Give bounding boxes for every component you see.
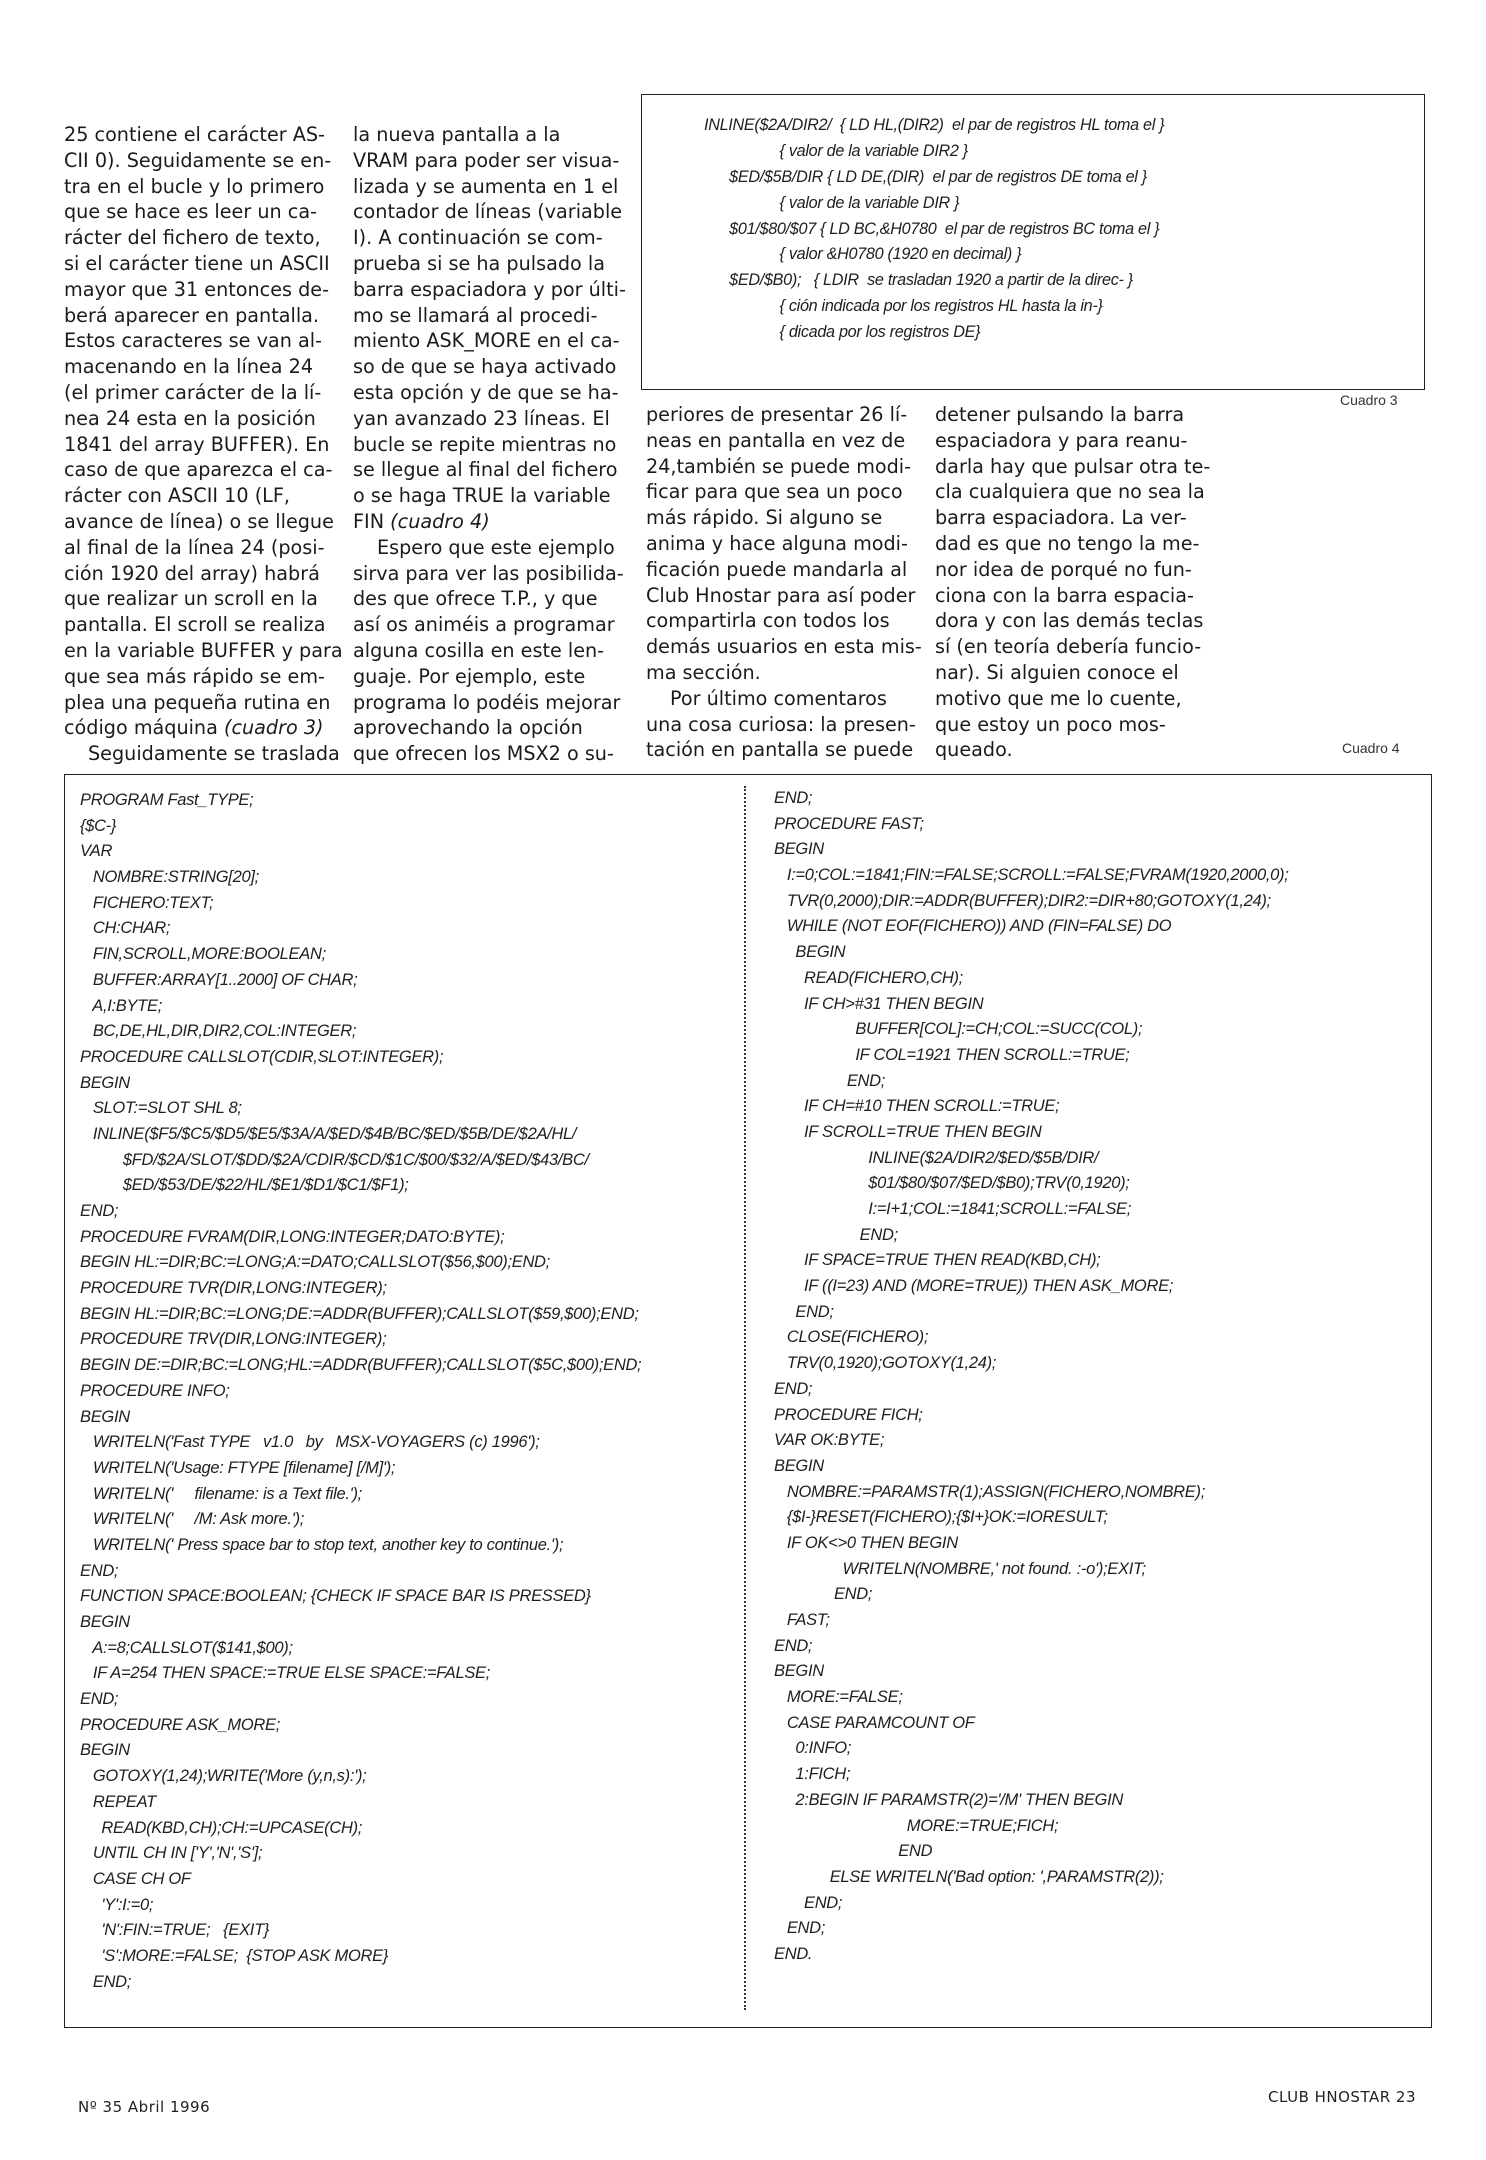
code-line: TVR(0,2000);DIR:=ADDR(BUFFER);DIR2:=DIR+80;GOTOXY(1,24); [774, 891, 1271, 910]
code-line: 0:INFO; [774, 1739, 852, 1758]
code-line: END; [80, 1690, 119, 1709]
code-line: END; [774, 1585, 873, 1604]
article-line: pantalla. El scroll se realiza [64, 613, 326, 637]
article-line: 25 contiene el carácter AS- [64, 123, 325, 146]
article-line: código máquina (cuadro 3) [64, 716, 324, 740]
code-line: A:=8;CALLSLOT($141,$00); [80, 1638, 293, 1657]
article-line: plea una pequeña rutina en [64, 690, 331, 714]
code-line: BEGIN [774, 943, 846, 962]
article-column-1 [64, 122, 343, 767]
article-line: o se haga TRUE la variable [353, 484, 611, 508]
code-line: END; [774, 789, 813, 807]
article-line: espaciadora y para reanu- [935, 428, 1188, 452]
code-line: END; [774, 1379, 813, 1398]
code-line: BEGIN [80, 1407, 130, 1426]
article-line: VRAM para poder ser visua- [353, 148, 620, 172]
article-line: que realizar un scroll en la [64, 587, 318, 611]
article-line: prueba si se ha pulsado la [353, 251, 605, 275]
article-line: macenando en la línea 24 [64, 355, 314, 379]
code-line: $ED/$5B/DIR { LD DE,(DIR) el par de registros DE toma el } [704, 167, 1147, 186]
article-line: ficar para que sea un poco [646, 480, 903, 504]
article-line: 24,también se puede modi- [646, 454, 912, 478]
article-line: alguna cosilla en este len- [353, 638, 605, 662]
code-line: CLOSE(FICHERO); [774, 1328, 929, 1347]
cuadro-reference: (cuadro 4) [390, 509, 490, 533]
code-line: SLOT:=SLOT SHL 8; [80, 1099, 242, 1118]
code-line: BEGIN [774, 1662, 824, 1681]
code-line: WRITELN(NOMBRE,' not found. :-o');EXIT; [774, 1559, 1146, 1578]
code-line: BEGIN [774, 840, 824, 859]
code-line: IF OK<>0 THEN BEGIN [774, 1533, 958, 1552]
code-line: BEGIN HL:=DIR;BC:=LONG;DE:=ADDR(BUFFER);CALLSLOT($59,$00);END; [80, 1304, 639, 1323]
cuadro-reference: (cuadro 3) [223, 716, 324, 740]
article-line: ma sección. [646, 660, 761, 684]
code-line: IF ((I=23) AND (MORE=TRUE)) THEN ASK_MORE; [774, 1277, 1174, 1296]
article-column-3 [646, 402, 922, 763]
article-line: caso de que aparezca el ca- [64, 458, 333, 482]
code-line: BEGIN [80, 1741, 130, 1760]
code-line: 1:FICH; [774, 1765, 851, 1784]
code-line: { valor de la variable DIR } [704, 193, 960, 212]
article-line: ficación puede mandarla al [646, 557, 908, 581]
article-line: en la variable BUFFER y para [64, 638, 343, 662]
article-line: que estoy un poco mos- [935, 712, 1166, 736]
article-line: esta opción y de que se ha- [353, 380, 619, 404]
code-column-divider [744, 786, 746, 2010]
code-line: WRITELN('Usage: FTYPE [filename] [/M]'); [80, 1458, 396, 1477]
cuadro-3-label: Cuadro 3 [1340, 392, 1398, 408]
code-line: FICHERO:TEXT; [80, 893, 214, 912]
code-line: { dicada por los registros DE} [704, 323, 981, 342]
code-line: FAST; [774, 1611, 830, 1629]
code-line: $FD/$2A/SLOT/$DD/$2A/CDIR/$CD/$1C/$00/$32/A/$ED/$43/BC/ [80, 1150, 589, 1169]
code-line: IF A=254 THEN SPACE:=TRUE ELSE SPACE:=FALSE; [80, 1664, 491, 1683]
code-line: WRITELN('Fast TYPE v1.0 by MSX-VOYAGERS (c) 1996'); [80, 1433, 540, 1452]
code-line: BUFFER[COL]:=CH;COL:=SUCC(COL); [774, 1020, 1143, 1039]
article-line: neas en pantalla en vez de [646, 428, 906, 452]
code-line: $ED/$53/DE/$22/HL/$E1/$D1/$C1/$F1); [80, 1176, 409, 1195]
article-line: 1841 del array BUFFER). En [64, 432, 330, 456]
code-line: END; [774, 1071, 886, 1090]
article-line: tra en el bucle y lo primero [64, 174, 325, 198]
article-line: bucle se repite mientras no [353, 432, 617, 456]
article-line: así os animéis a programar [353, 613, 615, 637]
article-line: barra espaciadora. La ver- [935, 506, 1187, 530]
article-line: nea 24 esta en la posición [64, 406, 316, 430]
code-line: { valor &H0780 (1920 en decimal) } [704, 245, 1022, 264]
cuadro-3-code [704, 113, 1404, 346]
code-line: END; [774, 1636, 813, 1655]
code-line: CASE CH OF [80, 1869, 191, 1888]
article-line: mayor que 31 entonces de- [64, 277, 330, 301]
code-line: WRITELN(' Press space bar to stop text, another key to continue.'); [80, 1535, 564, 1554]
code-line: I:=0;COL:=1841;FIN:=FALSE;SCROLL:=FALSE;FVRAM(1920,2000,0); [774, 866, 1289, 885]
code-line: FIN,SCROLL,MORE:BOOLEAN; [80, 945, 326, 964]
article-line: periores de presentar 26 lí- [646, 403, 908, 426]
code-line: $01/$80/$07 { LD BC,&H0780 el par de registros BC toma el } [704, 219, 1160, 238]
code-line: {$C-} [80, 816, 117, 835]
code-line: UNTIL CH IN ['Y','N','S']; [80, 1844, 263, 1863]
code-line: TRV(0,1920);GOTOXY(1,24); [774, 1354, 997, 1373]
code-line: IF SPACE=TRUE THEN READ(KBD,CH); [774, 1251, 1101, 1270]
code-line: GOTOXY(1,24);WRITE('More (y,n,s):'); [80, 1767, 367, 1786]
article-line: que sea más rápido se em- [64, 664, 325, 688]
code-line: READ(KBD,CH);CH:=UPCASE(CH); [80, 1818, 363, 1837]
code-line: { ción indicada por los registros HL hasta la in-} [704, 297, 1103, 316]
code-line: PROCEDURE FAST; [774, 814, 924, 833]
code-line: FUNCTION SPACE:BOOLEAN; {CHECK IF SPACE BAR IS PRESSED} [80, 1587, 591, 1606]
article-line: tación en pantalla se puede [646, 738, 914, 762]
code-line: BEGIN [80, 1613, 130, 1631]
code-line: END. [774, 1944, 813, 1963]
article-line: ción 1920 del array) habrá [64, 561, 320, 585]
article-line: yan avanzado 23 líneas. El [353, 406, 610, 430]
article-line: más rápido. Si alguno se [646, 506, 883, 530]
code-line: END [774, 1842, 933, 1861]
article-line: nor idea de porqué no fun- [935, 557, 1192, 581]
article-line: CII 0). Seguidamente se en- [64, 148, 332, 172]
article-line: I). A continuación se com- [353, 226, 603, 250]
article-line: avance de línea) o se llegue [64, 509, 334, 533]
code-line: INLINE($2A/DIR2/$ED/$5B/DIR/ [774, 1148, 1099, 1167]
code-line: PROCEDURE INFO; [80, 1381, 230, 1400]
code-line: { valor de la variable DIR2 } [704, 141, 968, 160]
cuadro-4-label: Cuadro 4 [1342, 740, 1400, 756]
code-line: ELSE WRITELN('Bad option: ',PARAMSTR(2)); [774, 1867, 1164, 1886]
code-line: END; [774, 1919, 826, 1938]
code-line: PROCEDURE TVR(DIR,LONG:INTEGER); [80, 1279, 387, 1298]
article-line: detener pulsando la barra [935, 403, 1185, 426]
code-line: MORE:=FALSE; [774, 1688, 903, 1707]
code-line: MORE:=TRUE;FICH; [774, 1816, 1059, 1835]
code-line: WRITELN(' filename: is a Text file.'); [80, 1484, 362, 1503]
code-line: 'N':FIN:=TRUE; {EXIT} [80, 1921, 270, 1940]
code-line: PROCEDURE CALLSLOT(CDIR,SLOT:INTEGER); [80, 1047, 444, 1066]
article-line: rácter del fichero de texto, [64, 226, 321, 250]
code-line: IF CH=#10 THEN SCROLL:=TRUE; [774, 1097, 1060, 1116]
article-line: motivo que me lo cuente, [935, 686, 1182, 710]
code-line: WRITELN(' /M: Ask more.'); [80, 1510, 305, 1529]
article-line: dad es que no tengo la me- [935, 531, 1200, 555]
code-line: CASE PARAMCOUNT OF [774, 1713, 975, 1732]
code-line: IF COL=1921 THEN SCROLL:=TRUE; [774, 1045, 1130, 1064]
article-line: cla cualquiera que no sea la [935, 480, 1205, 504]
cuadro-4-code-left [80, 788, 740, 1995]
article-line: FIN (cuadro 4) [353, 509, 490, 533]
code-line: 'Y':I:=0; [80, 1895, 154, 1914]
code-line: INLINE($F5/$C5/$D5/$E5/$3A/A/$ED/$4B/BC/$ED/$5B/DE/$2A/HL/ [80, 1124, 577, 1143]
code-line: REPEAT [80, 1792, 156, 1811]
code-line: END; [774, 1225, 898, 1244]
code-line: BEGIN [774, 1456, 824, 1475]
code-line: VAR OK:BYTE; [774, 1431, 885, 1450]
code-line: END; [80, 1561, 119, 1580]
code-line: END; [774, 1893, 843, 1912]
article-column-4 [935, 402, 1211, 763]
article-line: sí (en teoría debería funcio- [935, 635, 1202, 659]
article-line: anima y hace alguna modi- [646, 531, 908, 555]
article-line: Por último comentaros [670, 686, 887, 710]
article-line: mo se llamará al procedi- [353, 303, 598, 327]
code-line: PROGRAM Fast_TYPE; [80, 791, 254, 809]
code-line: BEGIN DE:=DIR;BC:=LONG;HL:=ADDR(BUFFER);CALLSLOT($5C,$00);END; [80, 1356, 642, 1375]
code-line: IF SCROLL=TRUE THEN BEGIN [774, 1122, 1042, 1141]
code-line: INLINE($2A/DIR2/ { LD HL,(DIR2) el par de registros HL toma el } [704, 116, 1165, 134]
article-line: miento ASK_MORE en el ca- [353, 329, 620, 353]
article-line: se llegue al final del fichero [353, 458, 618, 482]
article-line: programa lo podéis mejorar [353, 690, 621, 714]
article-line: berá aparecer en pantalla. [64, 303, 320, 327]
code-line: BEGIN [80, 1073, 130, 1092]
code-line: PROCEDURE TRV(DIR,LONG:INTEGER); [80, 1330, 387, 1349]
code-line: BC,DE,HL,DIR,DIR2,COL:INTEGER; [80, 1022, 357, 1041]
article-line: rácter con ASCII 10 (LF, [64, 484, 291, 508]
article-line: una cosa curiosa: la presen- [646, 712, 916, 736]
code-line: END; [774, 1302, 834, 1321]
article-line: nar). Si alguien conoce el [935, 660, 1179, 684]
code-line: A,I:BYTE; [80, 996, 162, 1015]
article-line: compartirla con todos los [646, 609, 890, 633]
article-line: Seguidamente se traslada [88, 742, 340, 766]
code-line: $ED/$B0); { LDIR se trasladan 1920 a partir de la direc- } [704, 271, 1133, 290]
code-line: END; [80, 1202, 119, 1220]
code-line: NOMBRE:STRING[20]; [80, 868, 259, 887]
article-line: dora y con las demás teclas [935, 609, 1204, 633]
article-line: demás usuarios en esta mis- [646, 635, 922, 659]
article-line: la nueva pantalla a la [353, 123, 561, 146]
article-line: queado. [935, 738, 1013, 762]
code-line: END; [80, 1972, 132, 1991]
code-line: WHILE (NOT EOF(FICHERO)) AND (FIN=FALSE) DO [774, 917, 1172, 936]
article-column-2 [353, 122, 626, 767]
code-line: I:=I+1;COL:=1841;SCROLL:=FALSE; [774, 1200, 1132, 1218]
article-line: Estos caracteres se van al- [64, 329, 322, 353]
code-line: {$I-}RESET(FICHERO);{$I+}OK:=IORESULT; [774, 1508, 1108, 1527]
article-line: des que ofrece T.P., y que [353, 587, 598, 611]
article-line: guaje. Por ejemplo, este [353, 664, 586, 688]
article-line: so de que se haya activado [353, 355, 617, 379]
code-line: $01/$80/$07/$ED/$B0);TRV(0,1920); [774, 1174, 1130, 1193]
code-line: PROCEDURE FICH; [774, 1405, 923, 1424]
article-line: sirva para ver las posibilida- [353, 561, 624, 585]
article-line: barra espaciadora y por últi- [353, 277, 626, 301]
code-line: IF CH>#31 THEN BEGIN [774, 994, 984, 1013]
code-line: PROCEDURE FVRAM(DIR,LONG:INTEGER;DATO:BYTE); [80, 1227, 505, 1246]
article-line: darla hay que pulsar otra te- [935, 454, 1211, 478]
code-line: BEGIN HL:=DIR;BC:=LONG;A:=DATO;CALLSLOT($56,$00);END; [80, 1253, 550, 1272]
code-line: NOMBRE:=PARAMSTR(1);ASSIGN(FICHERO,NOMBRE); [774, 1482, 1205, 1501]
code-line: CH:CHAR; [80, 919, 171, 938]
footer-magazine-page: CLUB HNOSTAR 23 [1268, 2088, 1416, 2106]
article-line: aprovechando la opción [353, 716, 583, 740]
code-line: 'S':MORE:=FALSE; {STOP ASK MORE} [80, 1946, 389, 1965]
code-line: READ(FICHERO,CH); [774, 968, 963, 987]
cuadro-4-code-right [774, 786, 1414, 1968]
article-line: que ofrecen los MSX2 o su- [353, 742, 614, 766]
footer-issue: Nº 35 Abril 1996 [78, 2098, 211, 2116]
article-line: que se hace es leer un ca- [64, 200, 317, 224]
article-line: (el primer carácter de la lí- [64, 380, 322, 404]
article-line: contador de líneas (variable [353, 200, 623, 224]
code-line: PROCEDURE ASK_MORE; [80, 1715, 280, 1734]
code-line: VAR [80, 842, 113, 861]
article-line: Club Hnostar para así poder [646, 583, 916, 607]
article-line: al final de la línea 24 (posi- [64, 535, 325, 559]
code-line: 2:BEGIN IF PARAMSTR(2)='/M' THEN BEGIN [774, 1790, 1123, 1809]
article-line: Espero que este ejemplo [377, 535, 615, 559]
code-line: BUFFER:ARRAY[1..2000] OF CHAR; [80, 970, 358, 989]
article-line: si el carácter tiene un ASCII [64, 251, 330, 275]
article-line: ciona con la barra espacia- [935, 583, 1194, 607]
article-line: lizada y se aumenta en 1 el [353, 174, 619, 198]
